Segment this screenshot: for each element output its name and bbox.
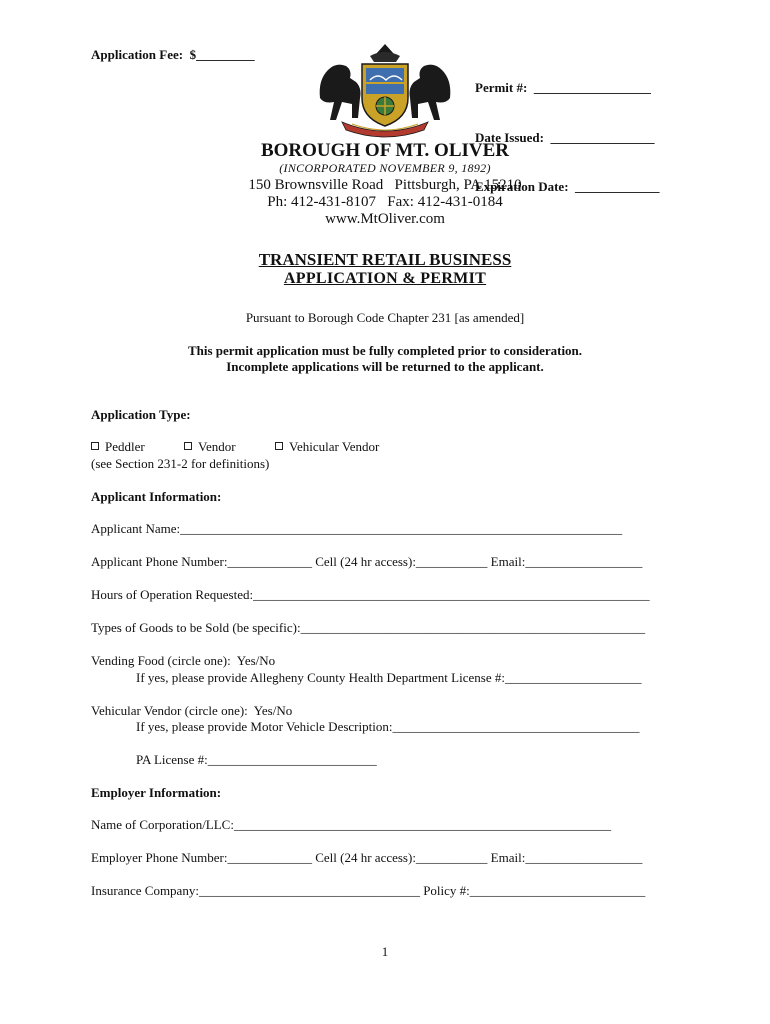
employer-phone-field[interactable]: Employer Phone Number:_____________ Cell (24 hr access):___________ Email:__________________ (91, 850, 643, 865)
checkbox-icon[interactable] (184, 442, 192, 450)
vending-food-choice[interactable]: Vending Food (circle one): Yes/No (91, 653, 276, 668)
application-fee-field[interactable]: Application Fee: $_________ (91, 47, 255, 62)
borough-website[interactable]: www.MtOliver.com (325, 211, 445, 227)
applicant-name-field[interactable]: Applicant Name:____________________________________________________________________ (91, 521, 623, 536)
borough-phone-fax: Ph: 412-431-8107 Fax: 412-431-0184 (267, 194, 503, 210)
form-subtitle: APPLICATION & PERMIT (283, 270, 487, 287)
date-issued-field[interactable]: Date Issued: ________________ (475, 129, 655, 145)
incomplete-notice: Incomplete applications will be returned to the applicant. (226, 359, 544, 374)
option-peddler[interactable]: Peddler (91, 439, 145, 455)
application-type-heading: Application Type: (91, 407, 191, 422)
vehicle-description-field[interactable]: If yes, please provide Motor Vehicle Description:______________________________________ (136, 719, 640, 734)
types-of-goods-field[interactable]: Types of Goods to be Sold (be specific):_____________________________________________________ (91, 620, 646, 635)
pa-license-field[interactable]: PA License #:__________________________ (136, 752, 377, 767)
pursuant-statement: Pursuant to Borough Code Chapter 231 [as amended] (245, 310, 525, 325)
checkbox-icon[interactable] (91, 442, 99, 450)
completion-notice: This permit application must be fully completed prior to consideration. (187, 343, 583, 358)
corporation-name-field[interactable]: Name of Corporation/LLC:__________________________________________________________ (91, 817, 611, 832)
pennsylvania-coat-of-arms-seal (312, 40, 458, 140)
definitions-note: (see Section 231-2 for definitions) (91, 456, 270, 471)
borough-address: 150 Brownsville Road Pittsburgh, PA 15210 (248, 177, 522, 193)
employer-info-heading: Employer Information: (91, 785, 222, 800)
vehicular-vendor-choice[interactable]: Vehicular Vendor (circle one): Yes/No (91, 703, 293, 718)
incorporation-date: (INCORPORATED NOVEMBER 9, 1892) (279, 161, 491, 175)
health-license-field[interactable]: If yes, please provide Allegheny County Health Department License #:_____________________ (136, 670, 642, 685)
checkbox-icon[interactable] (275, 442, 283, 450)
applicant-phone-field[interactable]: Applicant Phone Number:_____________ Cell (24 hr access):___________ Email:__________________ (91, 554, 643, 569)
hours-of-operation-field[interactable]: Hours of Operation Requested:_____________________________________________________________ (91, 587, 650, 602)
option-vehicular-vendor[interactable]: Vehicular Vendor (275, 439, 379, 455)
applicant-info-heading: Applicant Information: (91, 489, 222, 504)
borough-name: BOROUGH OF MT. OLIVER (260, 140, 510, 161)
insurance-field[interactable]: Insurance Company:__________________________________ Policy #:___________________________ (91, 883, 646, 898)
page-number: 1 (381, 944, 389, 959)
option-vendor[interactable]: Vendor (184, 439, 236, 455)
permit-number-field[interactable]: Permit #: __________________ (475, 80, 651, 95)
expiration-date-field[interactable]: Expiration Date: _____________ (475, 179, 660, 194)
form-title: TRANSIENT RETAIL BUSINESS (258, 250, 512, 269)
